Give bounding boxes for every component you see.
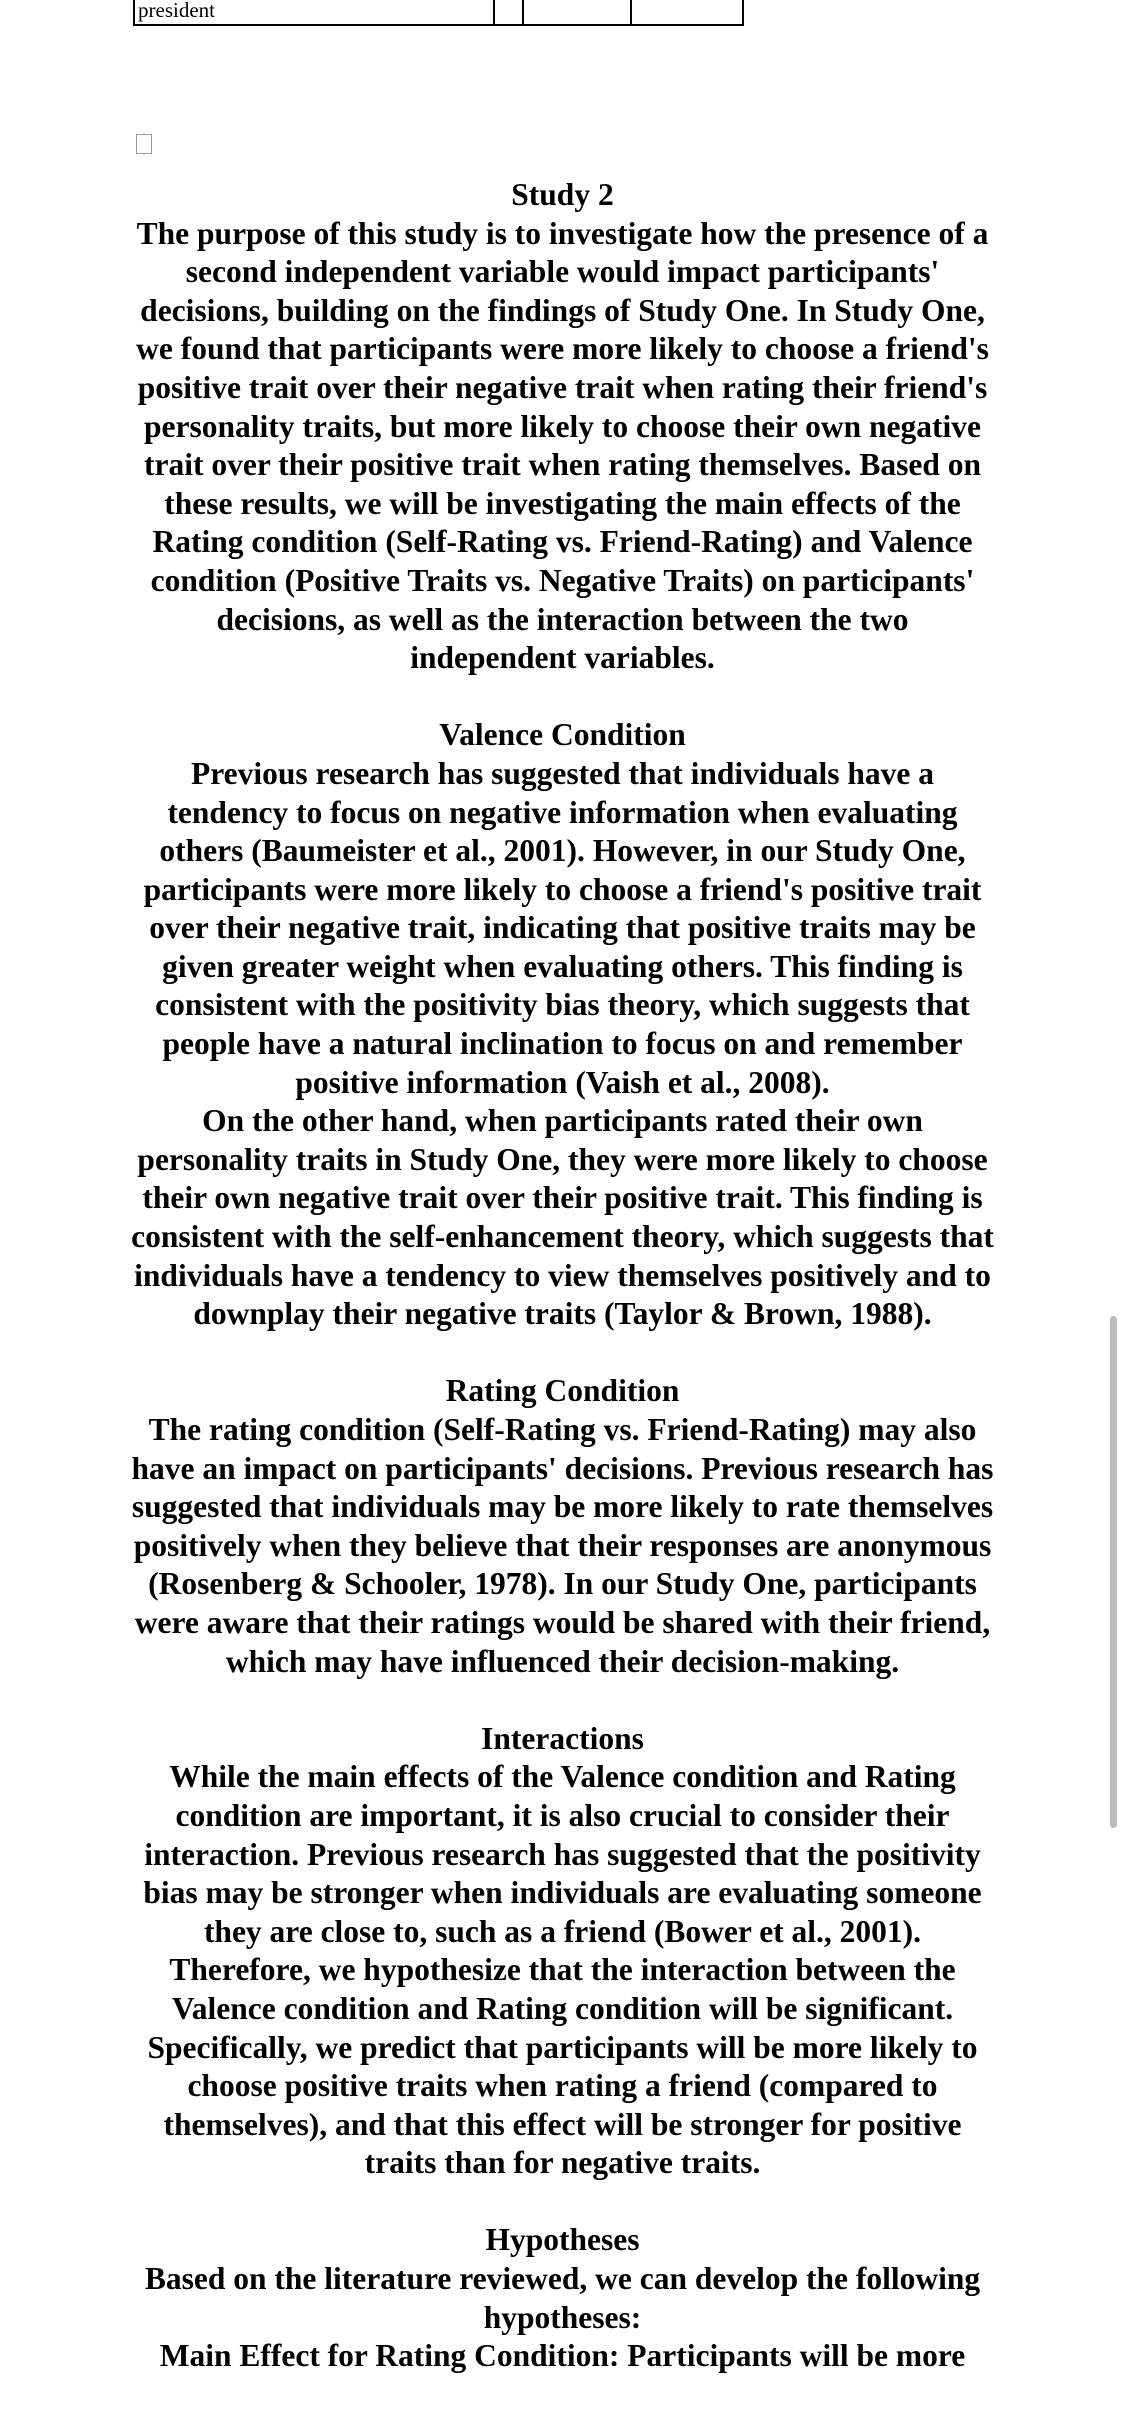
section-spacer	[130, 678, 995, 717]
table-cell-value	[523, 0, 631, 25]
rating-heading: Rating Condition	[445, 1373, 680, 1409]
broken-image-icon	[136, 134, 152, 154]
hypotheses-heading: Hypotheses	[485, 2222, 640, 2258]
results-table	[133, 0, 744, 26]
table-cell-condition: president	[134, 0, 494, 25]
hypothesis-item-1: Main Effect for Rating Condition: Participants will be more	[159, 2338, 966, 2374]
study2-heading: Study 2	[511, 177, 614, 212]
table-row	[134, 0, 743, 25]
valence-paragraph-2: On the other hand, when participants rated their own personality traits in Study One, they were more likely to choose their own negative trait over their positive trait. This finding is consistent with the self-enhancement theory, which suggests that individuals have a tendency to view themselves positively and to downplay their negative traits (Taylor & Brown, 1988).	[131, 1103, 994, 1332]
interactions-heading: Interactions	[481, 1720, 644, 1756]
valence-paragraph-1: Previous research has suggested that individuals have a tendency to focus on negative information when evaluating others (Baumeister et al., 2001). However, in our Study One, participants were more likely to choose a friend's positive trait over their negative trait, indicating that positive traits may be given greater weight when evaluating others. This finding is consistent with the positivity bias theory, which suggests that people have a natural inclination to focus on and remember positive information (Vaish et al., 2008).	[143, 755, 982, 1100]
vertical-scrollbar[interactable]	[1110, 1316, 1117, 1828]
valence-heading: Valence Condition	[439, 717, 686, 753]
section-spacer	[130, 1334, 995, 1373]
hypotheses-paragraph: Based on the literature reviewed, we can develop the following hypotheses:	[144, 2261, 981, 2335]
section-spacer	[130, 1681, 995, 1720]
section-spacer	[130, 2183, 995, 2222]
table-cell-p	[631, 0, 743, 25]
interactions-paragraph: While the main effects of the Valence condition and Rating condition are important, it is also crucial to consider their interaction. Previous research has suggested that the positivity bias may be stronger when individuals are evaluating someone they are close to, such as a friend (Bower et al., 2001). Therefore, we hypothesize that the interaction between the Valence condition and Rating condition will be significant. Specifically, we predict that participants will be more likely to choose positive traits when rating a friend (compared to themselves), and that this effect will be stronger for positive traits than for negative traits.	[143, 1759, 982, 2181]
article-body	[130, 176, 995, 2376]
rating-paragraph: The rating condition (Self-Rating vs. Friend-Rating) may also have an impact on participants' decisions. Previous research has suggested that individuals may be more likely to rate themselves positively when they believe that their responses are anonymous (Rosenberg & Schooler, 1978). In our Study One, participants were aware that their ratings would be shared with their friend, which may have influenced their decision-making.	[131, 1412, 994, 1679]
study2-paragraph: The purpose of this study is to investigate how the presence of a second independent variable would impact participants' decisions, building on the findings of Study One. In Study One, we found that participants were more likely to choose a friend's positive trait over their negative trait when rating their friend's personality traits, but more likely to choose their own negative trait over their positive trait when rating themselves. Based on these results, we will be investigating the main effects of the Rating condition (Self-Rating vs. Friend-Rating) and Valence condition (Positive Traits vs. Negative Traits) on participants' decisions, as well as the interaction between the two independent variables.	[136, 215, 989, 676]
table-cell-n	[494, 0, 523, 25]
